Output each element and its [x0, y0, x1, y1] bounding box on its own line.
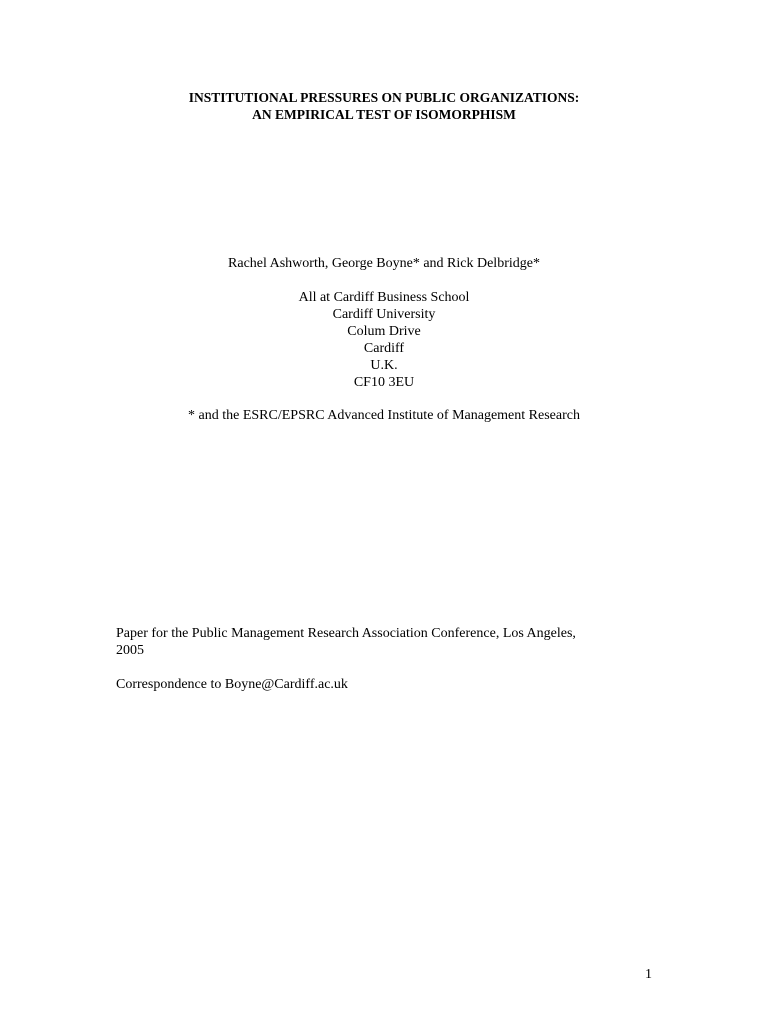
paper-title: [0, 89, 768, 123]
conference-note-line-2: 2005: [116, 643, 144, 658]
affiliation-line-university: Cardiff University: [332, 307, 436, 322]
correspondence-note: Correspondence to Boyne@Cardiff.ac.uk: [116, 677, 348, 692]
paper-title-line-2: AN EMPIRICAL TEST OF ISOMORPHISM: [252, 107, 516, 122]
conference-note-line-1: Paper for the Public Management Research Association Conference, Los Angeles,: [116, 626, 576, 641]
affiliation-line-postcode: CF10 3EU: [353, 375, 415, 390]
paper-title-line-1: INSTITUTIONAL PRESSURES ON PUBLIC ORGANIZATIONS:: [188, 90, 580, 105]
author-footnote: * and the ESRC/EPSRC Advanced Institute of Management Research: [188, 408, 580, 423]
author-list: Rachel Ashworth, George Boyne* and Rick Delbridge*: [228, 256, 540, 271]
affiliation-line-city: Cardiff: [363, 341, 405, 356]
affiliation-line-street: Colum Drive: [347, 324, 421, 339]
affiliation-line-school: All at Cardiff Business School: [298, 290, 470, 305]
page-number: 1: [645, 967, 652, 982]
affiliation-line-country: U.K.: [370, 358, 398, 373]
